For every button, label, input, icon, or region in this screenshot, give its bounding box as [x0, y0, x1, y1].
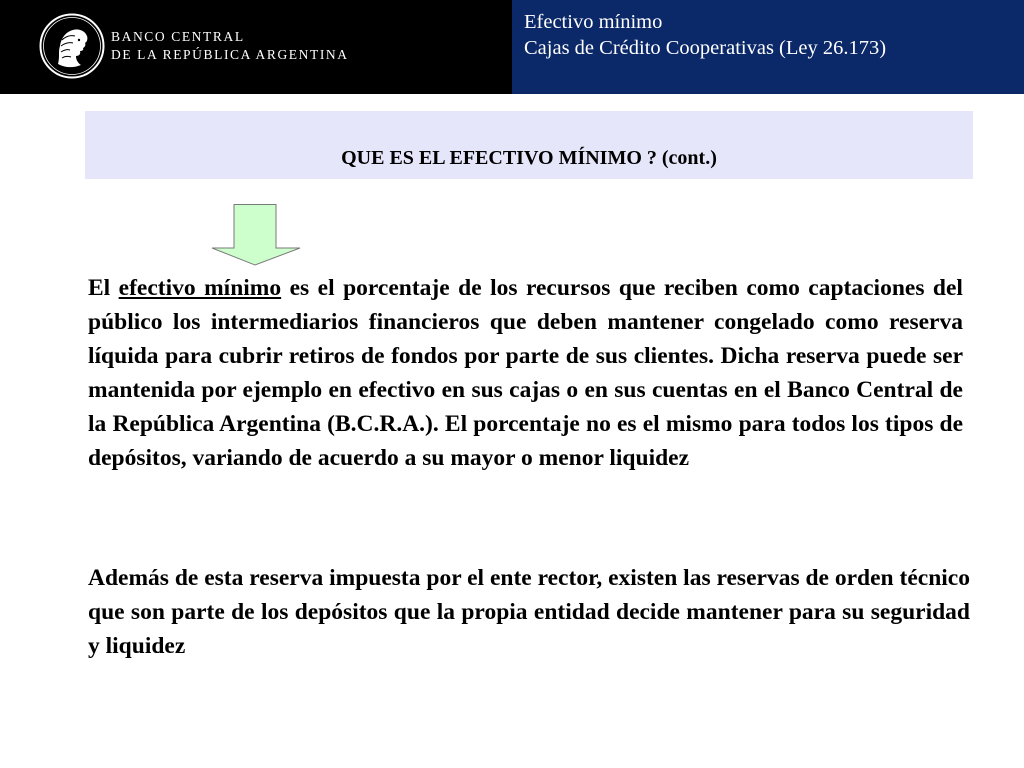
header-title	[524, 9, 886, 61]
paragraph-technical-reserves: Además de esta reserva impuesta por el ente rector, existen las reservas de orden técnico que son parte de los depósitos que la propia entidad decide mantener para su seguridad y liquidez	[88, 565, 970, 659]
header-title-line1: Efectivo mínimo	[524, 11, 663, 33]
bank-name	[111, 28, 349, 64]
paragraph-definition-rest: es el porcentaje de los recursos que reciben como captaciones del público los intermediarios financieros que deben mantener congelado como reserva líquida para cubrir retiros de fondos por parte de sus clientes. Dicha reserva puede ser mantenida por ejemplo en efectivo en sus cajas o en sus cuentas en el Banco Central de la República Argentina (B.C.R.A.). El porcentaje no es el mismo para todos los tipos de depósitos, variando de acuerdo a su mayor o menor liquidez	[88, 275, 963, 471]
down-arrow-icon	[210, 204, 302, 266]
header-logo-panel	[0, 0, 512, 94]
bank-name-line2: DE LA REPÚBLICA ARGENTINA	[111, 47, 349, 62]
bank-name-line1: BANCO CENTRAL	[111, 29, 245, 44]
paragraph-definition	[88, 271, 963, 475]
bcra-emblem-icon	[38, 12, 106, 80]
paragraph-definition-lead: El	[88, 275, 119, 301]
section-title: QUE ES EL EFECTIVO MÍNIMO ? (cont.)	[341, 147, 717, 169]
header-title-line2: Cajas de Crédito Cooperativas (Ley 26.173)	[524, 37, 887, 59]
key-term: efectivo mínimo	[118, 275, 282, 301]
section-banner	[85, 111, 973, 179]
